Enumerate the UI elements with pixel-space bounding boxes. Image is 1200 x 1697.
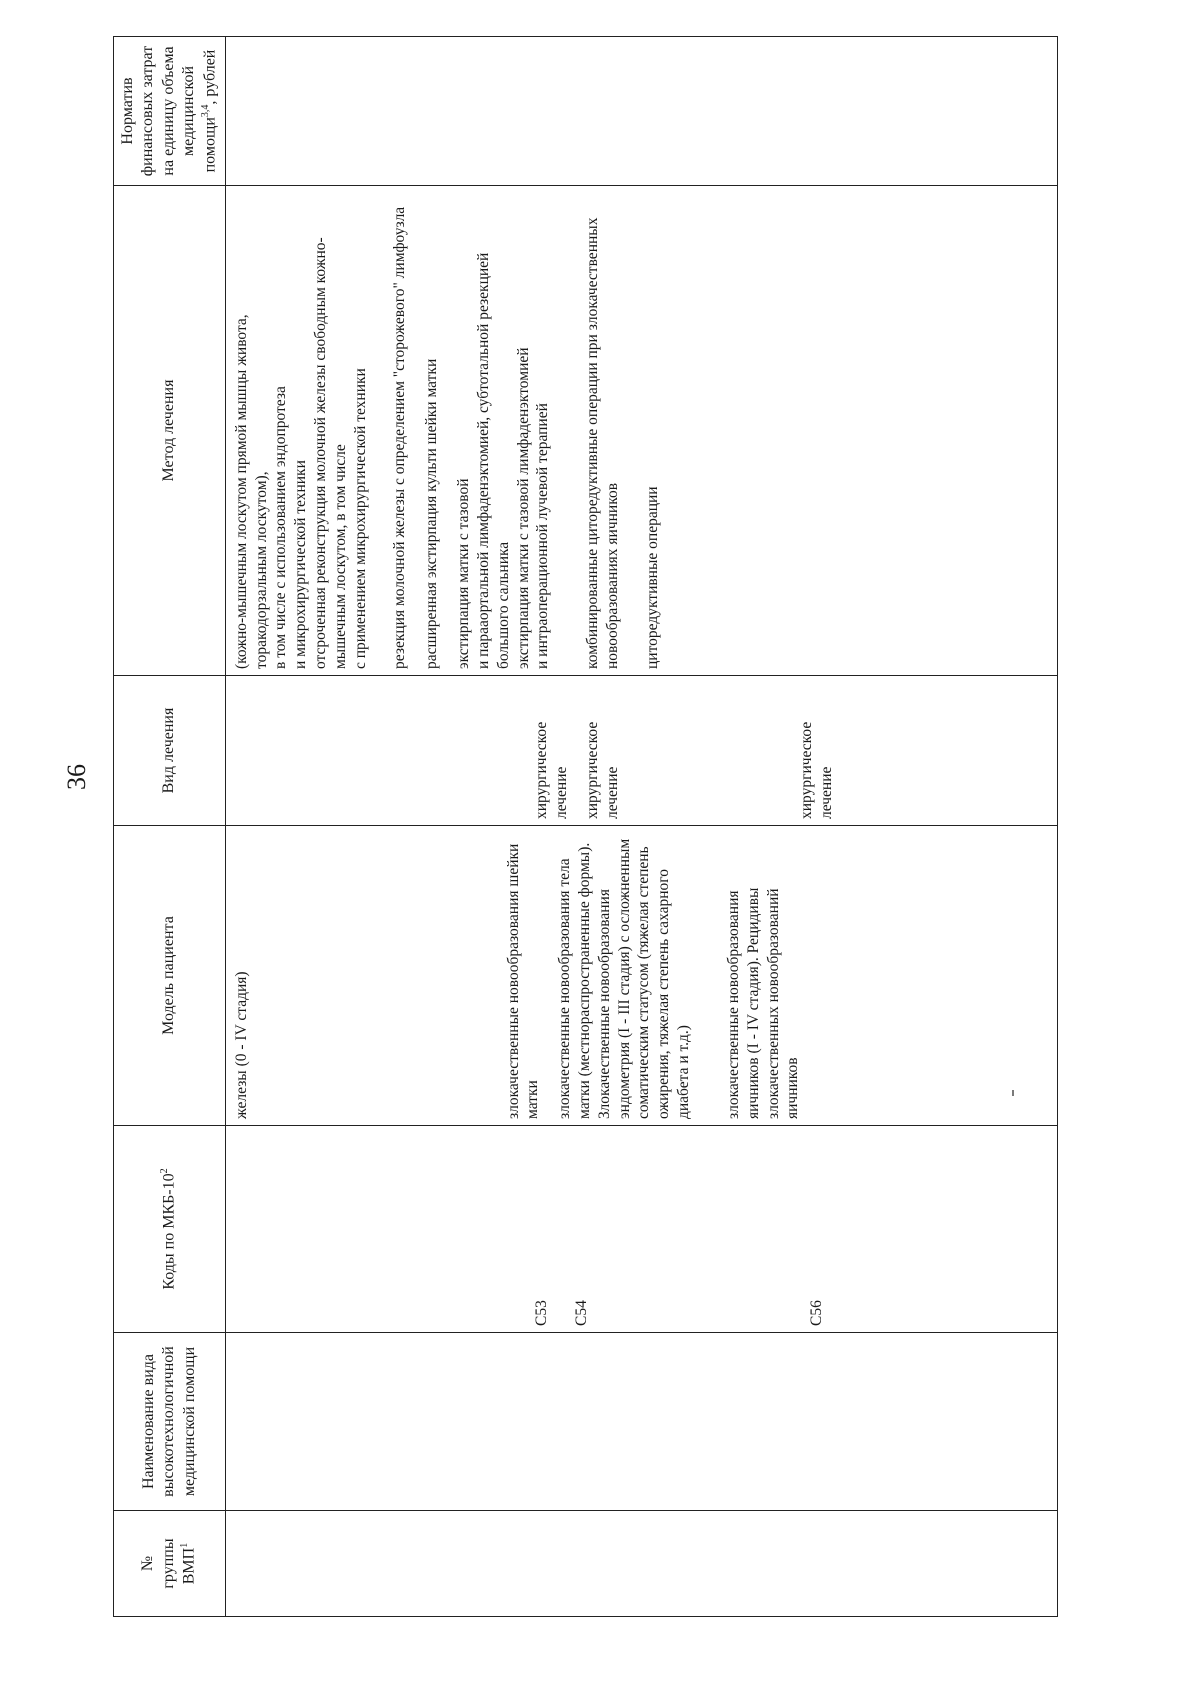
table-row (225, 37, 1057, 1617)
method-text: комбинированные циторедуктивные операции при злокачественных новообразованиях яичников (584, 217, 622, 669)
method-text: в том числе с использованием эндопротеза (272, 386, 290, 669)
method-text: и парааортальной лимфаденэктомией, субтотальной резекцией большого сальника (474, 252, 512, 669)
method-text: циторедуктивные операции (643, 486, 661, 669)
method-text: (кожно-мышечным лоскутом прямой мышцы живота, торакодорзальным лоскутом), (232, 314, 270, 669)
model-text: железы (0 - IV стадия) (232, 971, 250, 1119)
icd-code: C53 (532, 1300, 550, 1326)
model-text: злокачественные новообразования яичников (I - IV стадия). Рецидивы злокачественных новообразований яичников (724, 887, 802, 1119)
cell-treatment-type (225, 676, 1057, 826)
treatment-type: хирургическое лечение (797, 721, 835, 819)
icd-code: C54 (572, 1300, 590, 1326)
method-text: и микрохирургической техники (292, 460, 310, 669)
header-group-number: № группы ВМП$^1$ (114, 1511, 226, 1617)
header-icd-codes: Коды по МКБ-$10^2$ (114, 1126, 226, 1333)
cell-vmp-name (225, 1333, 1057, 1511)
cell-icd-codes (225, 1126, 1057, 1333)
method-text: расширенная экстирпация культи шейки матки (423, 358, 441, 669)
model-text: злокачественные новообразования шейки матки (504, 843, 542, 1119)
method-text: экстирпация матки с тазовой (455, 478, 473, 669)
cell-group-number (225, 1511, 1057, 1617)
method-text: резекция молочной железы с определением "сторожевого" лимфоузла (391, 206, 409, 669)
header-patient-model: Модель пациента (114, 826, 226, 1126)
method-text: экстирпация матки с тазовой лимфаденэктомией (514, 347, 532, 669)
method-text: с применением микрохирургической техники (351, 368, 369, 669)
cell-treatment-method (225, 186, 1057, 676)
method-text: и интраоперационной лучевой терапией (534, 403, 552, 669)
treatment-type: хирургическое лечение (584, 721, 622, 819)
scan-speck (1012, 1090, 1014, 1096)
method-text: отсроченная реконструкция молочной железы свободным кожно-мышечным лоскутом, в том числе (311, 237, 349, 669)
table-header-row (114, 37, 226, 1617)
header-cost-norm: Норматив финансовых затрат на единицу объема медицинской помощи$^{3,4}$, рублей (114, 37, 226, 186)
page-number: 36 (62, 764, 91, 790)
cell-patient-model (225, 826, 1057, 1126)
vmp-table (113, 36, 1058, 1617)
header-treatment-type: Вид лечения (114, 676, 226, 826)
header-vmp-name: Наименование вида высокотехнологичной медицинской помощи (114, 1333, 226, 1511)
rotated-table-wrapper (113, 37, 1058, 1617)
treatment-type: хирургическое лечение (532, 721, 570, 819)
header-treatment-method: Метод лечения (114, 186, 226, 676)
icd-code: C56 (808, 1300, 826, 1326)
model-text: злокачественные новообразования тела матки (местнораспространенные формы). Злокачественные новообразования эндометрия (I - III стадия) с осложненным соматическим статусом (тяжелая степень ожирения, тяжелая степень сахарного диабета и т.д.) (556, 838, 693, 1119)
cell-cost-norm (225, 37, 1057, 186)
